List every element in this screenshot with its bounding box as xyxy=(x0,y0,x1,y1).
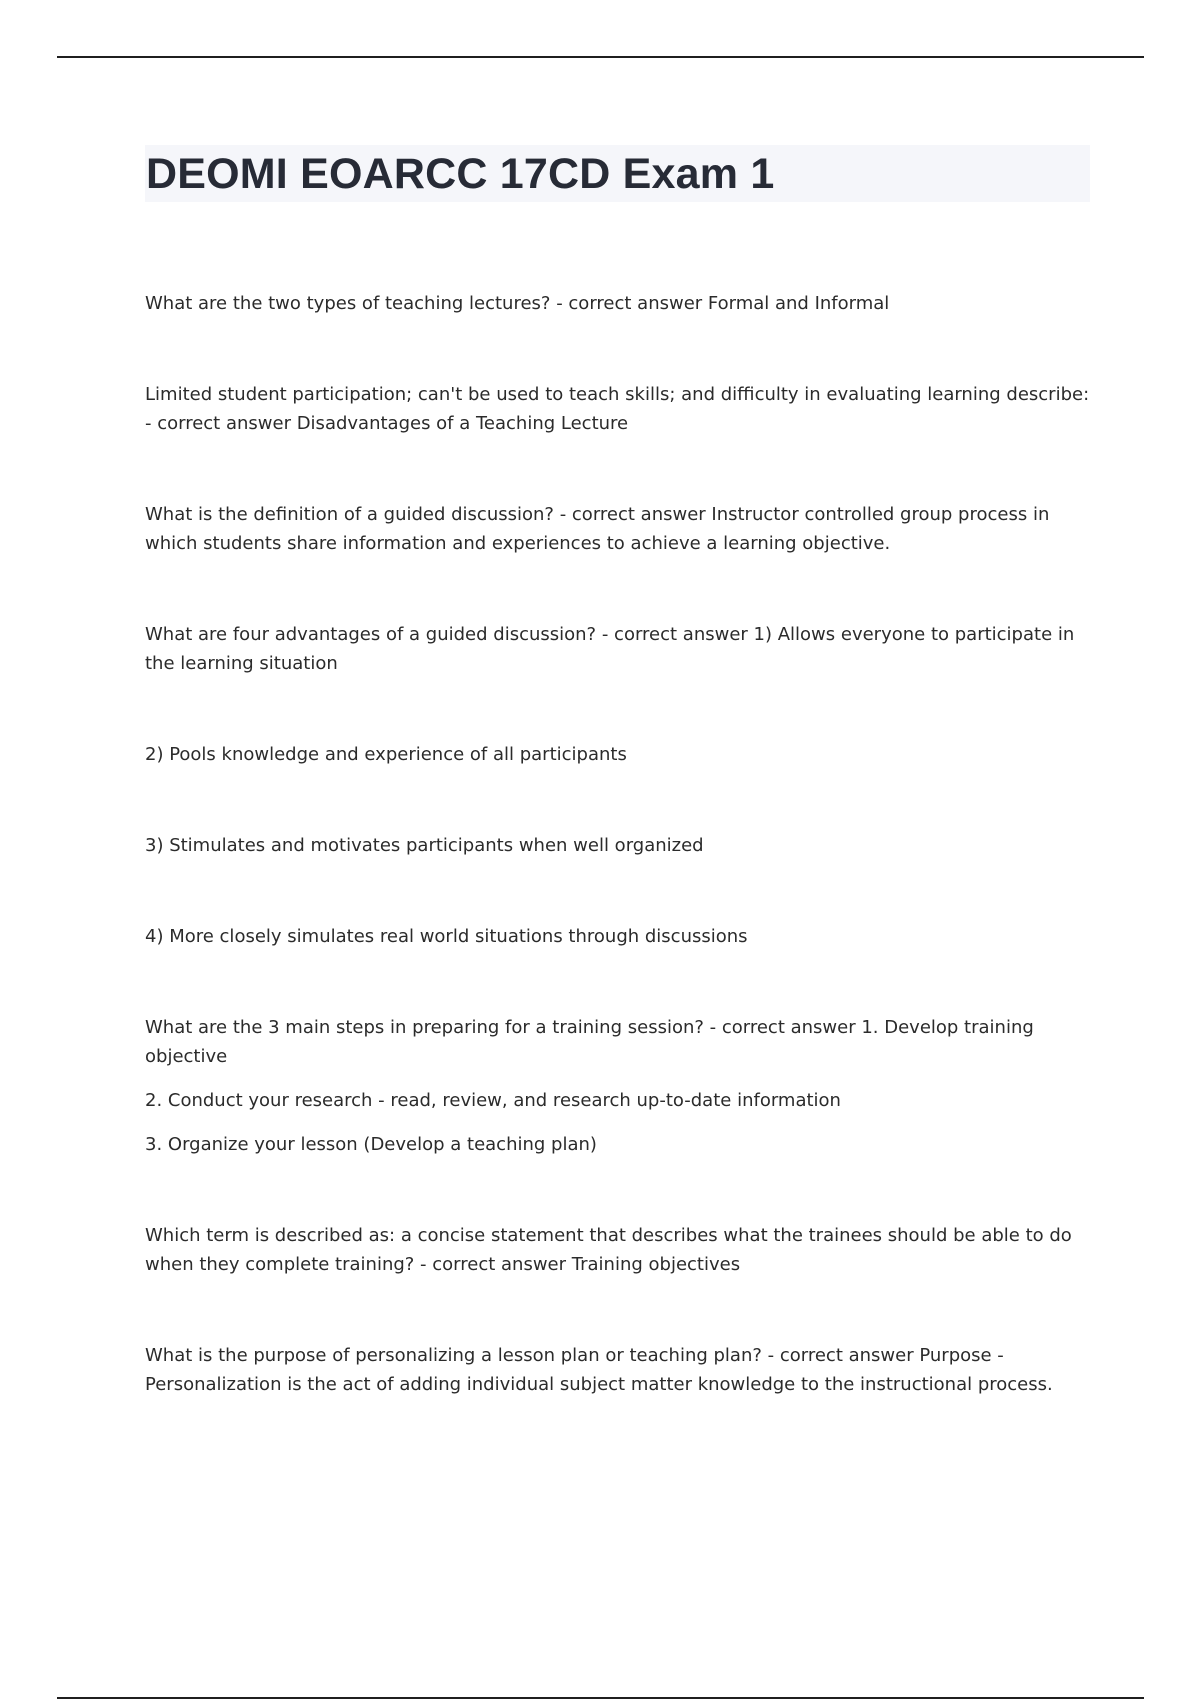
qa-entry-guided-discussion-advantages: What are four advantages of a guided discussion? - correct answer 1) Allows everyone to participate in the learning situation xyxy=(145,624,1075,674)
training-step-item: 3. Organize your lesson (Develop a teaching plan) xyxy=(145,1134,597,1155)
document-title: DEOMI EOARCC 17CD Exam 1 xyxy=(146,150,775,198)
training-step-item: 2. Conduct your research - read, review, and research up-to-date information xyxy=(145,1090,841,1111)
qa-entry-training-steps: What are the 3 main steps in preparing for a training session? - correct answer 1. Develop training objective xyxy=(145,1017,1034,1067)
advantage-item: 4) More closely simulates real world situations through discussions xyxy=(145,926,748,947)
qa-entry-training-objectives: Which term is described as: a concise statement that describes what the trainees should be able to do when they complete training? - correct answer Training objectives xyxy=(145,1225,1072,1275)
qa-entry-lecture-types: What are the two types of teaching lectures? - correct answer Formal and Informal xyxy=(145,293,890,314)
qa-entry-guided-discussion-definition: What is the definition of a guided discussion? - correct answer Instructor controlled group process in which students share information and experiences to achieve a learning objective. xyxy=(145,504,1050,554)
footer-rule xyxy=(57,1697,1144,1699)
qa-entry-lecture-disadvantages: Limited student participation; can't be used to teach skills; and difficulty in evaluating learning describe: - correct answer Disadvantages of a Teaching Lecture xyxy=(145,384,1090,434)
header-rule xyxy=(57,56,1144,58)
qa-entry-personalization: What is the purpose of personalizing a lesson plan or teaching plan? - correct answer Purpose - Personalization is the act of adding individual subject matter knowledge to the instructional process. xyxy=(145,1345,1053,1395)
advantage-item: 2) Pools knowledge and experience of all participants xyxy=(145,744,627,765)
advantage-item: 3) Stimulates and motivates participants when well organized xyxy=(145,835,704,856)
qa-list xyxy=(145,289,1090,1399)
